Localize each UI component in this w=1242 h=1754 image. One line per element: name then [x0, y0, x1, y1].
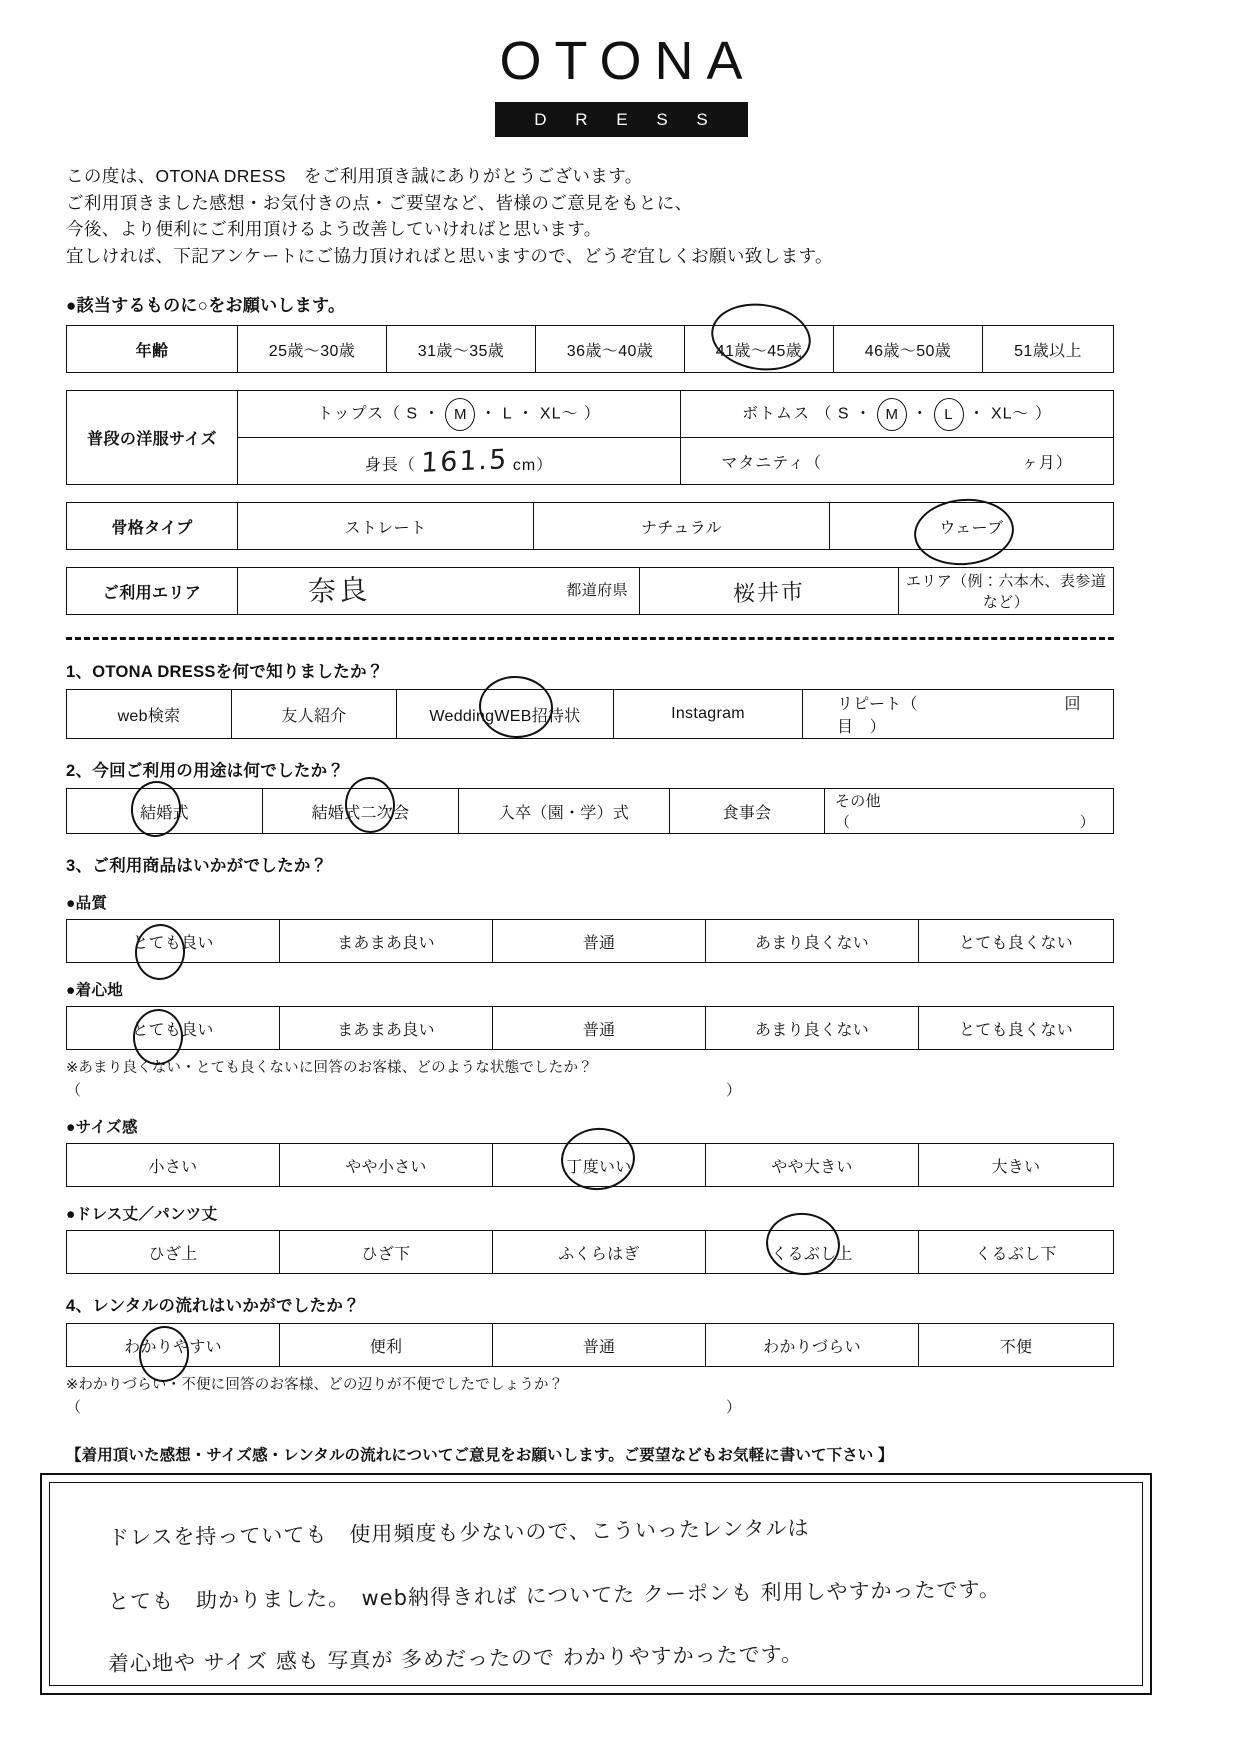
bottoms-circled-m[interactable]: M [877, 398, 907, 431]
q3-comfort-label: ●着心地 [66, 982, 124, 999]
q4-option-0-label: わかりやすい [124, 1338, 222, 1356]
age-option-4[interactable]: 46歳～50歳 [834, 326, 983, 373]
q3-length-option-3[interactable] [706, 1231, 919, 1274]
intro-line-1: この度は、OTONA DRESS をご利用頂き誠にありがとうございます。 [66, 166, 643, 186]
frame-type-option-2[interactable] [830, 503, 1114, 550]
height-unit: cm） [512, 456, 554, 474]
q3-comfort-option-2[interactable]: 普通 [493, 1007, 706, 1050]
area-hint: エリア（例：六本木、表参道など） [899, 568, 1114, 615]
brand-logo [0, 0, 1242, 137]
height-cell[interactable] [238, 438, 681, 485]
q3-sizefeel-option-1[interactable]: やや小さい [280, 1144, 493, 1187]
prefecture-suffix: 都道府県 [566, 582, 628, 599]
q4-table [66, 1323, 1114, 1367]
q3-quality-option-1[interactable]: まあまあ良い [280, 920, 493, 963]
table-row [67, 326, 1114, 373]
q3-comfort-option-4[interactable]: とても良くない [919, 1007, 1114, 1050]
q3-length-label: ●ドレス丈／パンツ丈 [66, 1206, 218, 1223]
frame-type-option-2-label: ウェーブ [939, 519, 1004, 537]
free-comment-heading: 【着用頂いた感想・サイズ感・レンタルの流れについてご意見をお願いします。ご要望などもお気軽に書いて下さい 】 [66, 1447, 894, 1464]
age-table [66, 325, 1114, 373]
q3-comfort-paren-right: ） [726, 1082, 742, 1099]
bottoms-size-cell[interactable] [681, 391, 1114, 438]
q3-quality-option-0[interactable] [67, 920, 280, 963]
age-option-0[interactable]: 25歳～30歳 [238, 326, 387, 373]
q3-sizefeel-option-4[interactable]: 大きい [919, 1144, 1114, 1187]
intro-paragraph [66, 163, 1242, 269]
intro-line-2: ご利用頂きました感想・お気付きの点・ご要望など、皆様のご意見をもとに、 [66, 192, 693, 213]
q3-comfort-table [66, 1006, 1114, 1050]
q4-option-2[interactable]: 普通 [493, 1324, 706, 1367]
height-label: 身長（ [364, 456, 416, 474]
q3-comfort-option-1[interactable]: まあまあ良い [280, 1007, 493, 1050]
bottoms-prefix: ボトムス （ S ・ [742, 405, 873, 423]
free-comment-inner[interactable] [49, 1482, 1143, 1686]
q3-comfort-note: ※あまり良くない・とても良くないに回答のお客様、どのような状態でしたか？ [66, 1060, 593, 1076]
q3-sizefeel-label: ●サイズ感 [66, 1119, 138, 1136]
q3-quality-table [66, 919, 1114, 963]
q1-option-0[interactable]: web検索 [67, 690, 232, 739]
q1-option-1[interactable]: 友人紹介 [232, 690, 397, 739]
q1-option-2-label: WeddingWEB招待状 [429, 707, 581, 725]
q3-length-option-3-label: くるぶし上 [771, 1245, 853, 1263]
area-table [66, 567, 1114, 615]
q3-quality-option-2[interactable]: 普通 [493, 920, 706, 963]
table-row [67, 503, 1114, 550]
q3-comfort-option-3[interactable]: あまり良くない [706, 1007, 919, 1050]
frame-type-option-0[interactable]: ストレート [238, 503, 534, 550]
q4-paren [66, 1396, 1114, 1417]
q2-option-1[interactable] [263, 789, 459, 834]
maternity-label: マタニティ（ [721, 454, 822, 472]
age-option-3[interactable] [685, 326, 834, 373]
age-option-2[interactable]: 36歳～40歳 [536, 326, 685, 373]
table-row [67, 1144, 1114, 1187]
q3-length-option-4[interactable]: くるぶし下 [919, 1231, 1114, 1274]
q3-sizefeel-option-2-label: 丁度いい [566, 1158, 632, 1176]
q3-quality-option-0-label: とても良い [132, 934, 214, 952]
table-row [67, 568, 1114, 615]
area-label: ご利用エリア [67, 568, 238, 615]
q3-quality-option-4[interactable]: とても良くない [919, 920, 1114, 963]
table-row [67, 1231, 1114, 1274]
q2-option-3[interactable]: 食事会 [670, 789, 825, 834]
q4-option-1[interactable]: 便利 [280, 1324, 493, 1367]
q1-option-3[interactable]: Instagram [614, 690, 803, 739]
logo-otona-text: OTONA [499, 31, 756, 91]
bottoms-suffix: ・ XL～ ） [968, 405, 1052, 423]
table-row [67, 1324, 1114, 1367]
q4-paren-left: （ [66, 1399, 82, 1416]
q2-option-0-label: 結婚式 [140, 804, 189, 822]
prefecture-cell[interactable] [238, 568, 640, 615]
q3-sizefeel-option-3[interactable]: やや大きい [706, 1144, 919, 1187]
tops-circled-m[interactable]: M [445, 398, 475, 431]
prefecture-handwritten-value: 奈良 [307, 572, 371, 609]
city-cell[interactable] [640, 568, 899, 615]
q3-length-option-1[interactable]: ひざ下 [280, 1231, 493, 1274]
q3-sizefeel-option-0[interactable]: 小さい [67, 1144, 280, 1187]
age-option-3-label: 41歳～45歳 [715, 342, 803, 360]
clothing-size-label: 普段の洋服サイズ [67, 391, 238, 485]
table-row [67, 789, 1114, 834]
bottoms-mid: ・ [911, 405, 929, 423]
q4-option-4[interactable]: 不便 [919, 1324, 1114, 1367]
frame-type-label: 骨格タイプ [67, 503, 238, 550]
circle-instruction: ●該当するものに○をお願いします。 [66, 296, 346, 315]
q4-paren-right: ） [726, 1399, 742, 1416]
table-row [67, 391, 1114, 438]
tops-suffix: ・ L ・ XL～ ） [480, 405, 601, 423]
intro-line-4: 宜しければ、下記アンケートにご協力頂ければと思いますので、どうぞ宜しくお願い致します。 [66, 245, 833, 266]
city-handwritten-value: 桜井市 [732, 579, 806, 607]
tops-prefix: トップス（ S ・ [317, 405, 441, 423]
frame-type-option-1[interactable]: ナチュラル [534, 503, 830, 550]
age-option-1[interactable]: 31歳～35歳 [387, 326, 536, 373]
q3-sizefeel-option-2[interactable] [493, 1144, 706, 1187]
intro-line-3: 今後、より便利にご利用頂けるよう改善していければと思います。 [66, 219, 602, 239]
selection-circle-quality [133, 922, 188, 982]
q2-option-0[interactable] [67, 789, 263, 834]
q4-option-3[interactable]: わかりづらい [706, 1324, 919, 1367]
q3-comfort-paren [66, 1079, 1114, 1100]
q4-note: ※わかりづらい・不便に回答のお客様、どの辺りが不便でしたでしょうか？ [66, 1377, 564, 1393]
q3-comfort-paren-left: （ [66, 1082, 82, 1099]
maternity-unit: ヶ月） [1021, 454, 1073, 472]
q3-quality-option-3[interactable]: あまり良くない [706, 920, 919, 963]
bottoms-circled-l[interactable]: L [934, 398, 964, 431]
q4-title: 4、レンタルの流れはいかがでしたか？ [66, 1297, 361, 1315]
free-comment-line-3: 着心地や サイズ 感も 写真が 多めだったので わかりやすかったです。 [107, 1642, 804, 1676]
q2-option-2[interactable]: 入卒（園・学）式 [459, 789, 670, 834]
q3-sizefeel-table [66, 1143, 1114, 1187]
q3-quality-label: ●品質 [66, 895, 108, 912]
height-handwritten-value: 161.5 [420, 443, 509, 479]
q2-title: 2、今回ご利用の用途は何でしたか？ [66, 762, 345, 780]
q3-length-option-2[interactable]: ふくらはぎ [493, 1231, 706, 1274]
q1-option-4[interactable]: リピート（ 回目 ） [803, 690, 1114, 739]
logo-dress-bar: D R E S S [495, 102, 748, 137]
q1-table [66, 689, 1114, 739]
q3-length-table [66, 1230, 1114, 1274]
q1-option-2[interactable] [397, 690, 614, 739]
free-comment-line-1: ドレスを持っていても 使用頻度も少ないので、こういったレンタルは [107, 1516, 810, 1550]
frame-type-table [66, 502, 1114, 550]
q2-option-4[interactable]: その他（ ） [825, 789, 1114, 834]
table-row [67, 690, 1114, 739]
age-option-5[interactable]: 51歳以上 [983, 326, 1114, 373]
q3-comfort-option-0[interactable] [67, 1007, 280, 1050]
table-row [67, 1007, 1114, 1050]
free-comment-line-2: とても 助かりました。 web納得きれば についてた クーポンも 利用しやすかったです。 [107, 1577, 1002, 1614]
maternity-cell[interactable] [681, 438, 1114, 485]
table-row [67, 920, 1114, 963]
q2-table [66, 788, 1114, 834]
q3-title: 3、ご利用商品はいかがでしたか？ [66, 857, 328, 875]
q3-comfort-option-0-label: とても良い [132, 1021, 214, 1039]
q2-option-1-label: 結婚式二次会 [311, 804, 410, 822]
q3-length-option-0[interactable]: ひざ上 [67, 1231, 280, 1274]
q4-option-0[interactable] [67, 1324, 280, 1367]
section-divider [66, 637, 1114, 640]
tops-size-cell[interactable] [238, 391, 681, 438]
age-label: 年齢 [67, 326, 238, 373]
free-comment-box[interactable] [40, 1473, 1152, 1695]
clothing-size-table [66, 390, 1114, 485]
q1-title: 1、OTONA DRESSを何で知りましたか？ [66, 663, 384, 681]
